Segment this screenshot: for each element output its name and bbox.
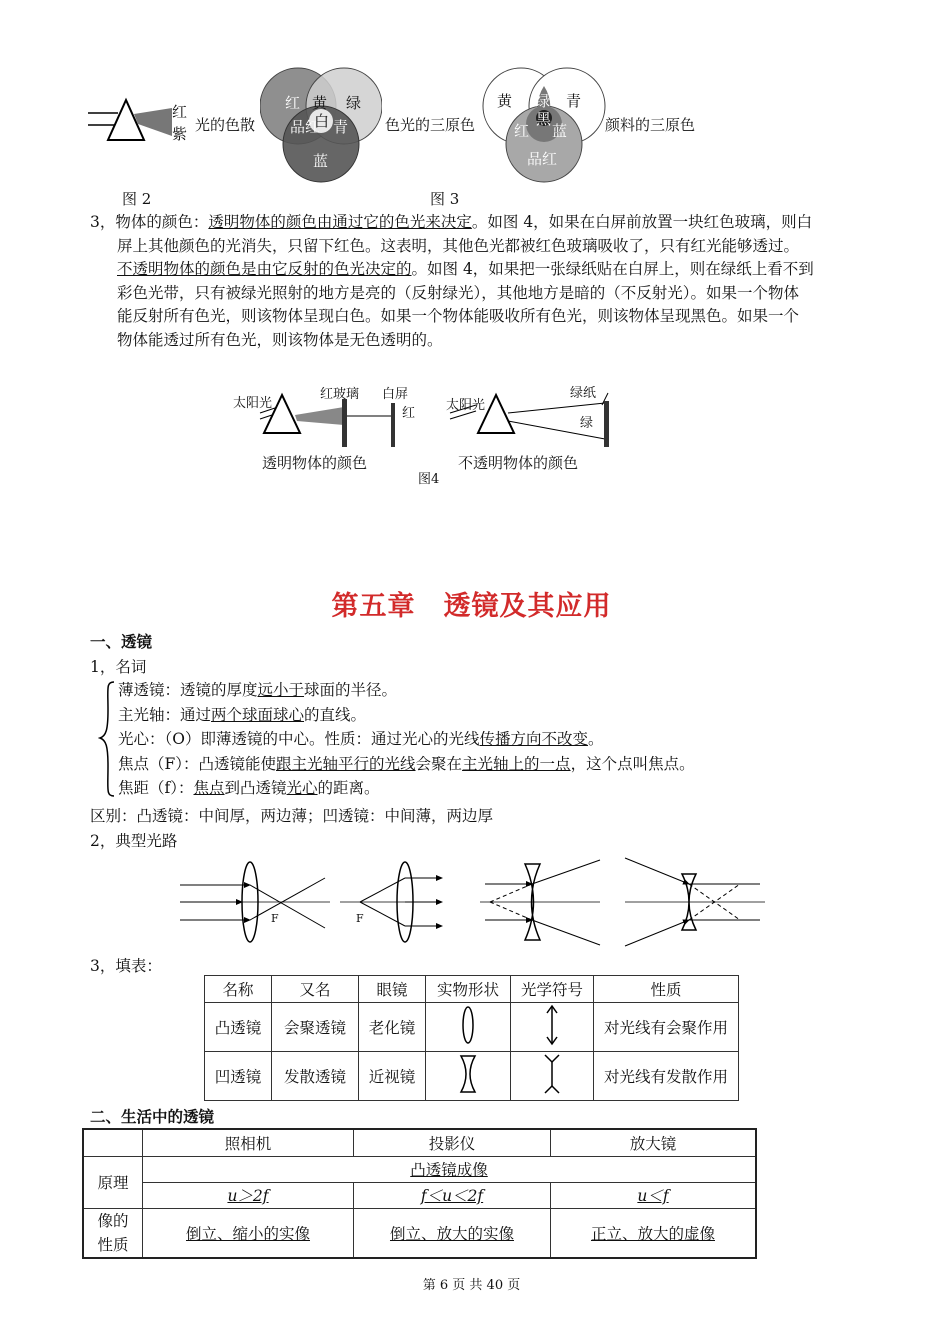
object-color-diagram bbox=[240, 385, 620, 455]
table-row: 像的 性质 倒立、缩小的实像 倒立、放大的实像 正立、放大的虚像 bbox=[83, 1208, 756, 1258]
typical-light-paths-diagram bbox=[180, 850, 780, 950]
concave-symbol-icon bbox=[511, 1052, 594, 1101]
term-optical-center: 光心：（O）即薄透镜的中心。性质：通过光心的光线传播方向不改变。 bbox=[118, 730, 604, 748]
fig4-sun-right: 太阳光 bbox=[446, 398, 486, 413]
figure-2-label: 图 2 bbox=[122, 190, 152, 208]
light-primary-caption: 色光的三原色 bbox=[385, 116, 476, 134]
lens-heading: 一、透镜 bbox=[90, 632, 153, 651]
light-circle-blue: 蓝 bbox=[313, 152, 329, 170]
pigment-overlap-blue: 蓝 bbox=[552, 122, 568, 140]
life-heading: 二、生活中的透镜 bbox=[90, 1107, 215, 1126]
fig4-green-paper: 绿纸 bbox=[570, 386, 597, 401]
lens-table bbox=[204, 975, 739, 1101]
pigment-center-black: 黑 bbox=[536, 110, 552, 128]
lens-difference: 区别：凸透镜：中间厚，两边薄；凹透镜：中间薄，两边厚 bbox=[90, 807, 494, 825]
dispersion-caption: 光的色散 bbox=[195, 116, 256, 134]
convex-shape-icon bbox=[426, 1003, 511, 1052]
focus-mark-2: F bbox=[356, 912, 364, 925]
focus-mark-1: F bbox=[271, 912, 279, 925]
lens-sub-paths: 2，典型光路 bbox=[90, 832, 178, 850]
prism-label-red: 红 bbox=[172, 103, 188, 121]
pigment-primary-caption: 颜料的三原色 bbox=[605, 116, 696, 134]
chapter-number: 第五章 bbox=[331, 591, 416, 622]
lens-table-header: 名称 又名 眼镜 实物形状 光学符号 性质 bbox=[205, 976, 739, 1003]
pigment-circle-yellow: 黄 bbox=[497, 92, 513, 110]
fig4-red-label: 红 bbox=[402, 406, 416, 421]
pigment-circle-cyan: 青 bbox=[566, 92, 582, 110]
object-color-paragraph: 3，物体的颜色：透明物体的颜色由通过它的色光来决定。如图 4，如果在白屏前放置一块红色玻璃，则白 屏上其他颜色的光消失，只留下红色。这表明，其他色光都被红色玻璃吸收了，只有红光能够透过。 不透明物体的颜色是由它反射的色光决定的。如图 4，如果把一张绿纸贴在白屏上，则在绿纸上看不到 彩色光带，只有被绿光照射的地方是亮的（反射绿光），其他地方是暗的（不反射光）。如果一个物体 能反射所有色光，则该物体呈现白色。如果一个物体能吸收所有色光，则该物体呈现黑色。如果一个 物体能透过所有色光，则该物体是无色透明的。 bbox=[90, 213, 814, 349]
table-row: 原理 凸透镜成像 bbox=[83, 1156, 756, 1182]
pigment-overlap-red: 红 bbox=[514, 122, 530, 140]
pigment-circle-magenta: 品红 bbox=[527, 150, 558, 168]
chapter-name: 透镜及其应用 bbox=[443, 591, 612, 622]
convex-symbol-icon bbox=[511, 1003, 594, 1052]
concave-shape-icon bbox=[426, 1052, 511, 1101]
prism-label-violet: 紫 bbox=[172, 125, 188, 143]
fig4-sun-left: 太阳光 bbox=[233, 396, 273, 411]
brace-icon bbox=[98, 680, 118, 800]
lens-terms-list bbox=[118, 678, 695, 801]
term-focus: 焦点（F）：凸透镜能使跟主光轴平行的光线会聚在主光轴上的一点，这个点叫焦点。 bbox=[118, 754, 695, 773]
term-main-axis: 主光轴：通过两个球面球心的直线。 bbox=[118, 705, 367, 724]
chapter-title bbox=[0, 584, 943, 623]
life-table-header: 照相机 投影仪 放大镜 bbox=[83, 1129, 756, 1156]
table-row: 凸透镜 会聚透镜 老化镜 对光线有会聚作用 bbox=[205, 1003, 739, 1052]
table-row: u＞2f f＜u＜2f u＜f bbox=[83, 1182, 756, 1208]
light-center-white: 白 bbox=[314, 112, 330, 130]
fig4-red-glass: 红玻璃 bbox=[320, 387, 360, 402]
fig4-white-screen: 白屏 bbox=[382, 387, 409, 402]
fig4-caption-right: 不透明物体的颜色 bbox=[458, 454, 579, 472]
term-thin-lens: 薄透镜：透镜的厚度远小于球面的半径。 bbox=[118, 681, 398, 699]
light-overlap-cyan: 青 bbox=[333, 118, 349, 136]
light-overlap-magenta: 品红 bbox=[290, 118, 321, 136]
life-lens-table bbox=[82, 1128, 757, 1259]
lens-sub-terms: 1，名词 bbox=[90, 658, 147, 676]
figure-4-label: 图4 bbox=[418, 472, 440, 487]
pigment-overlap-green: 绿 bbox=[535, 92, 551, 110]
figure-3-label: 图 3 bbox=[430, 190, 460, 208]
table-row: 凹透镜 发散透镜 近视镜 对光线有发散作用 bbox=[205, 1052, 739, 1101]
fig4-green-label: 绿 bbox=[580, 416, 594, 431]
light-circle-red: 红 bbox=[285, 94, 301, 112]
lens-sub-table: 3，填表： bbox=[90, 957, 162, 975]
light-circle-green: 绿 bbox=[346, 94, 362, 112]
page-footer: 第 6 页 共 40 页 bbox=[422, 1278, 521, 1293]
term-focal-length: 焦距（f）：焦点到凸透镜光心的距离。 bbox=[118, 779, 380, 797]
fig4-caption-left: 透明物体的颜色 bbox=[262, 454, 368, 472]
light-overlap-yellow: 黄 bbox=[312, 94, 328, 112]
